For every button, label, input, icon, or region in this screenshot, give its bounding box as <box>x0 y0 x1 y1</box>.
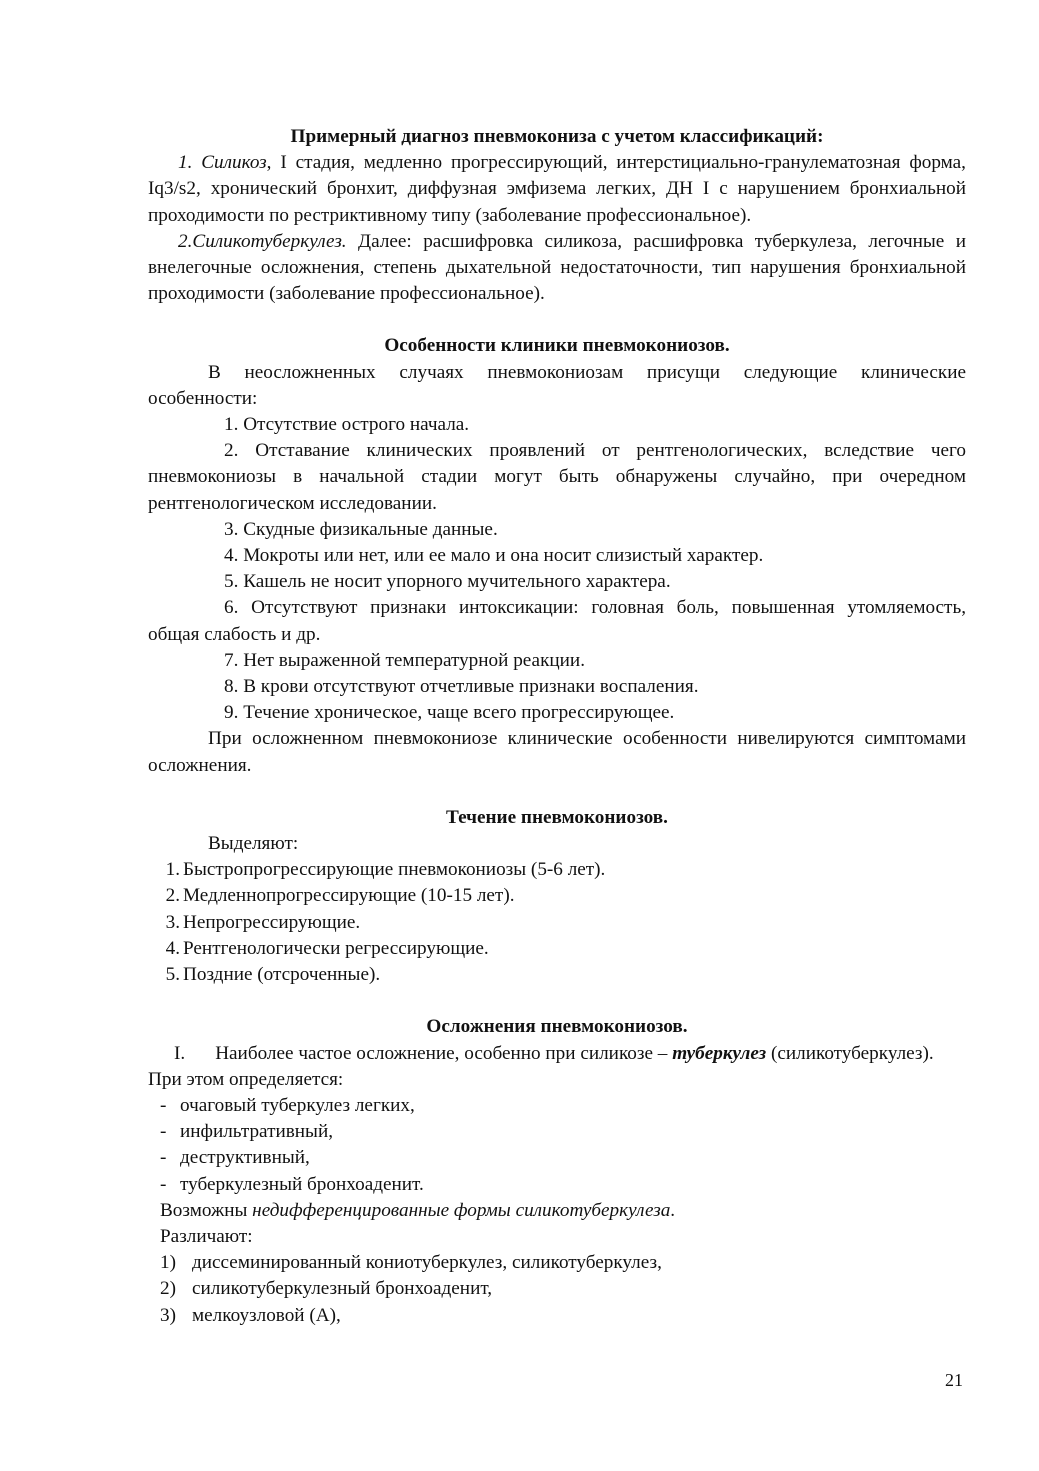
clinic-item: 8. В крови отсутствуют отчетливые признаки воспаления. <box>224 676 699 698</box>
complications-paragraph: I. Наиболее частое осложнение, особенно при силикозе – туберкулез (силикотуберкулез). <box>174 1042 934 1064</box>
list-item: - инфильтративный, <box>160 1121 334 1143</box>
section-title-diagnosis: Примерный диагноз пневмокониза с учетом классификаций: <box>290 126 824 147</box>
document-page <box>148 124 966 1329</box>
clinic-item: 9. Течение хроническое, чаще всего прогрессирующее. <box>224 702 675 724</box>
section-title-course: Течение пневмокониозов. <box>446 806 668 828</box>
clinic-item: 1. Отсутствие острого начала. <box>224 414 470 436</box>
clinic-item: 2. Отставание клинических проявлений от рентгенологических, вследствие чего пневмокониозы в начальной стадии могут быть обнаружены случайно, при очередном рентгенологическом исследовании. <box>148 440 966 514</box>
list-item: 4. Рентгенологически регрессирующие. <box>165 937 489 959</box>
section-title-complications: Осложнения пневмокониозов. <box>426 1016 688 1038</box>
clinic-item: 6. Отсутствуют признаки интоксикации: головная боль, повышенная утомляемость, общая слабость и др. <box>148 597 966 645</box>
clinic-item: 5. Кашель не носит упорного мучительного характера. <box>224 571 671 593</box>
page-number: 21 <box>945 1370 963 1390</box>
clinic-item: 7. Нет выраженной температурной реакции. <box>224 649 585 671</box>
list-item: - туберкулезный бронхоаденит. <box>160 1173 424 1195</box>
paragraph-silicosis: 1. Силикоз, I стадия, медленно прогрессирующий, интерстициально-гранулематозная форма, Iq3/s2, хронический бронхит, диффузная эмфизема легких, ДН I с нарушением бронхиальной проходимости по рестриктивному типу (заболевание профессиональное). <box>148 152 966 226</box>
course-intro: Выделяют: <box>208 833 299 855</box>
list-item: 1) диссеминированный кониотуберкулез, силикотуберкулез, <box>160 1252 662 1274</box>
defined-label: При этом определяется: <box>148 1068 344 1090</box>
distinguish-label: Различают: <box>160 1225 253 1247</box>
clinic-outro: При осложненном пневмокониозе клинические особенности нивелируются симптомами осложнения. <box>148 728 966 776</box>
clinic-intro: В неосложненных случаях пневмокониозам присущи следующие клинические особенности: <box>148 361 966 409</box>
list-item: 3. Непрогрессирующие. <box>165 911 361 933</box>
list-item: 3) мелкоузловой (А), <box>160 1304 341 1326</box>
list-item: - очаговый туберкулез легких, <box>160 1094 415 1116</box>
clinic-item: 4. Мокроты или нет, или ее мало и она носит слизистый характер. <box>224 545 764 567</box>
list-item: - деструктивный, <box>160 1147 310 1169</box>
term-tuberculosis: туберкулез <box>672 1042 767 1064</box>
list-item: 2) силикотуберкулезный бронхоаденит, <box>160 1278 493 1300</box>
list-item: 5. Поздние (отсроченные). <box>165 964 381 986</box>
section-title-clinic: Особенности клиники пневмокониозов. <box>384 335 730 357</box>
term-silicosis: 1. Силикоз <box>178 152 267 174</box>
possible-forms: Возможны недифференцированные формы силикотуберкулеза. <box>160 1199 676 1221</box>
clinic-item: 3. Скудные физикальные данные. <box>224 518 498 540</box>
list-item: 2. Медленнопрогрессирующие (10-15 лет). <box>165 885 515 907</box>
term-silicotuberculosis: 2.Силикотуберкулез. <box>178 230 347 252</box>
list-item: 1. Быстропрогрессирующие пневмокониозы (5-6 лет). <box>165 859 606 881</box>
paragraph-silicotuberculosis: 2.Силикотуберкулез. Далее: расшифровка силикоза, расшифровка туберкулеза, легочные и внелегочные осложнения, степень дыхательной недостаточности, тип нарушения бронхиальной проходимости (заболевание профессиональное). <box>148 230 966 305</box>
